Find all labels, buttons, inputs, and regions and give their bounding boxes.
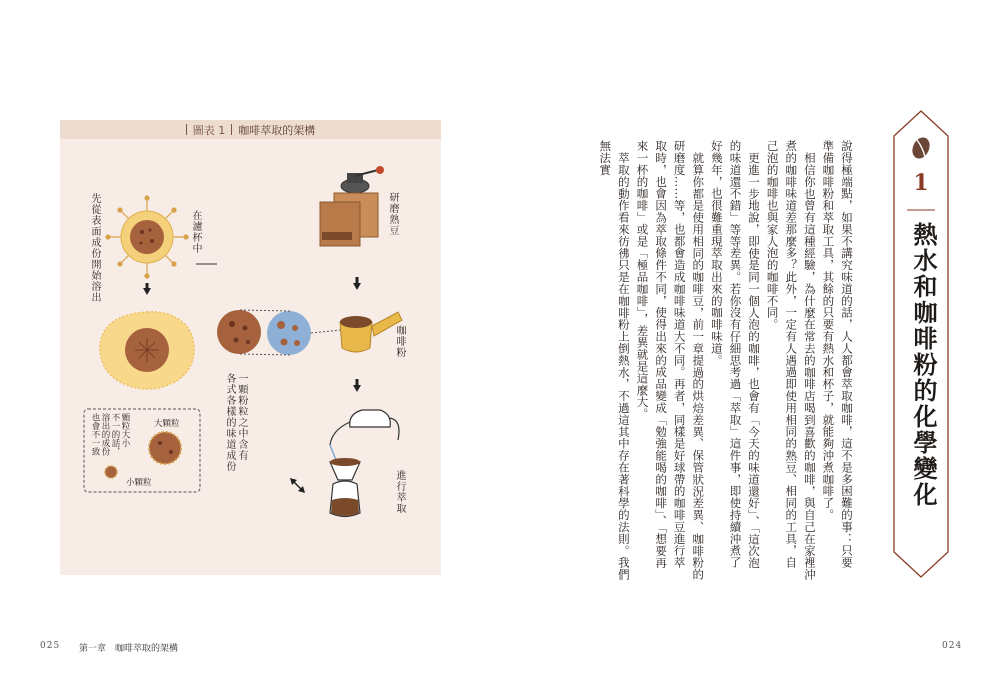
particle-zoom-illustration xyxy=(217,310,340,355)
in-filter-label: 在濾杯中 xyxy=(190,210,201,254)
paragraph: 就算你都是使用相同的咖啡豆，前一章提過的烘焙差異、保管狀況差異、咖啡粉的研磨度……等，也都會造成咖啡味道大不同。再者，同樣是好球帶的咖啡豆進行萃取時，也會因為萃取條件不同，使得出來的成品變成「勉強能喝的咖啡」、「想要再來一杯的咖啡」或是「極品咖啡」，差異就是這麼大。 xyxy=(635,140,706,580)
soaked-particle-illustration xyxy=(100,312,195,389)
diagonal-arrows-icon xyxy=(290,478,305,493)
right-page-number: 024 xyxy=(942,641,963,651)
coffee-grinder-icon xyxy=(320,166,384,246)
paragraph: 更進一步地說，即使是同一個人泡的咖啡，也會有「今天的味道還好」、「這次泡的味道還不錯」等等差異。若你沒有仔細思考過「萃取」這件事，即使持續沖煮了好幾年，也很難重現萃取出來的咖啡味道。 xyxy=(709,140,762,569)
paragraph: 相信你也曾有這種經驗，為什麼在常去的咖啡店喝到喜歡的咖啡，與自己在家裡沖煮的咖啡味道差那麼多？此外，一定有人遇過即使用相同的熟豆、相同的工具，自己泡的咖啡也與家人泡的咖啡不同。 xyxy=(765,140,817,580)
step-brew-label: 進行萃取 xyxy=(394,470,405,514)
dissolving-particle-illustration xyxy=(106,196,188,278)
dissolve-note: 先從表面成份開始溶出 xyxy=(89,193,100,303)
large-particle-icon xyxy=(149,432,181,464)
body-text xyxy=(560,140,856,580)
step-grind-label: 研磨熟豆 xyxy=(387,192,398,236)
coffee-bean-icon xyxy=(909,135,933,162)
running-head: 第一章 咖啡萃取的架構 xyxy=(79,644,179,654)
paragraph: 萃取的動作看來彷彿只是在咖啡粉上倒熱水，不過這其中存在著科學的法則。我們無法實 xyxy=(598,140,631,580)
small-particle-label: 小顆粒 xyxy=(126,478,152,488)
down-arrow-icon xyxy=(353,385,361,392)
size-note: 顆粒大小 不一的話， 溶出的成份 也會不一致 xyxy=(90,413,130,456)
down-arrow-icon xyxy=(353,283,361,290)
brewing-kettle-dripper-icon xyxy=(330,410,399,517)
down-arrow-icon xyxy=(143,288,151,295)
particle-note: 一顆粉粒之中含有 各式各樣的味道成份 xyxy=(224,373,247,472)
figure-number: 圖表 1 xyxy=(192,123,226,137)
left-page-number: 025 xyxy=(40,641,61,651)
step-powder-label: 咖啡粉 xyxy=(394,325,405,358)
chapter-title: 熱水和咖啡粉的化學變化 xyxy=(909,222,937,508)
large-particle-label: 大顆粒 xyxy=(154,419,180,429)
small-particle-icon xyxy=(105,466,117,478)
paragraph: 說得極端點，如果不講究味道的話，人人都會萃取咖啡，這不是多困難的事：只要準備咖啡粉和萃取工具，其餘的只要有熱水和杯子，就能夠沖煮咖啡了。 xyxy=(821,140,854,569)
figure-title: 咖啡萃取的架構 xyxy=(238,123,316,137)
chapter-number: 1 xyxy=(913,170,929,196)
